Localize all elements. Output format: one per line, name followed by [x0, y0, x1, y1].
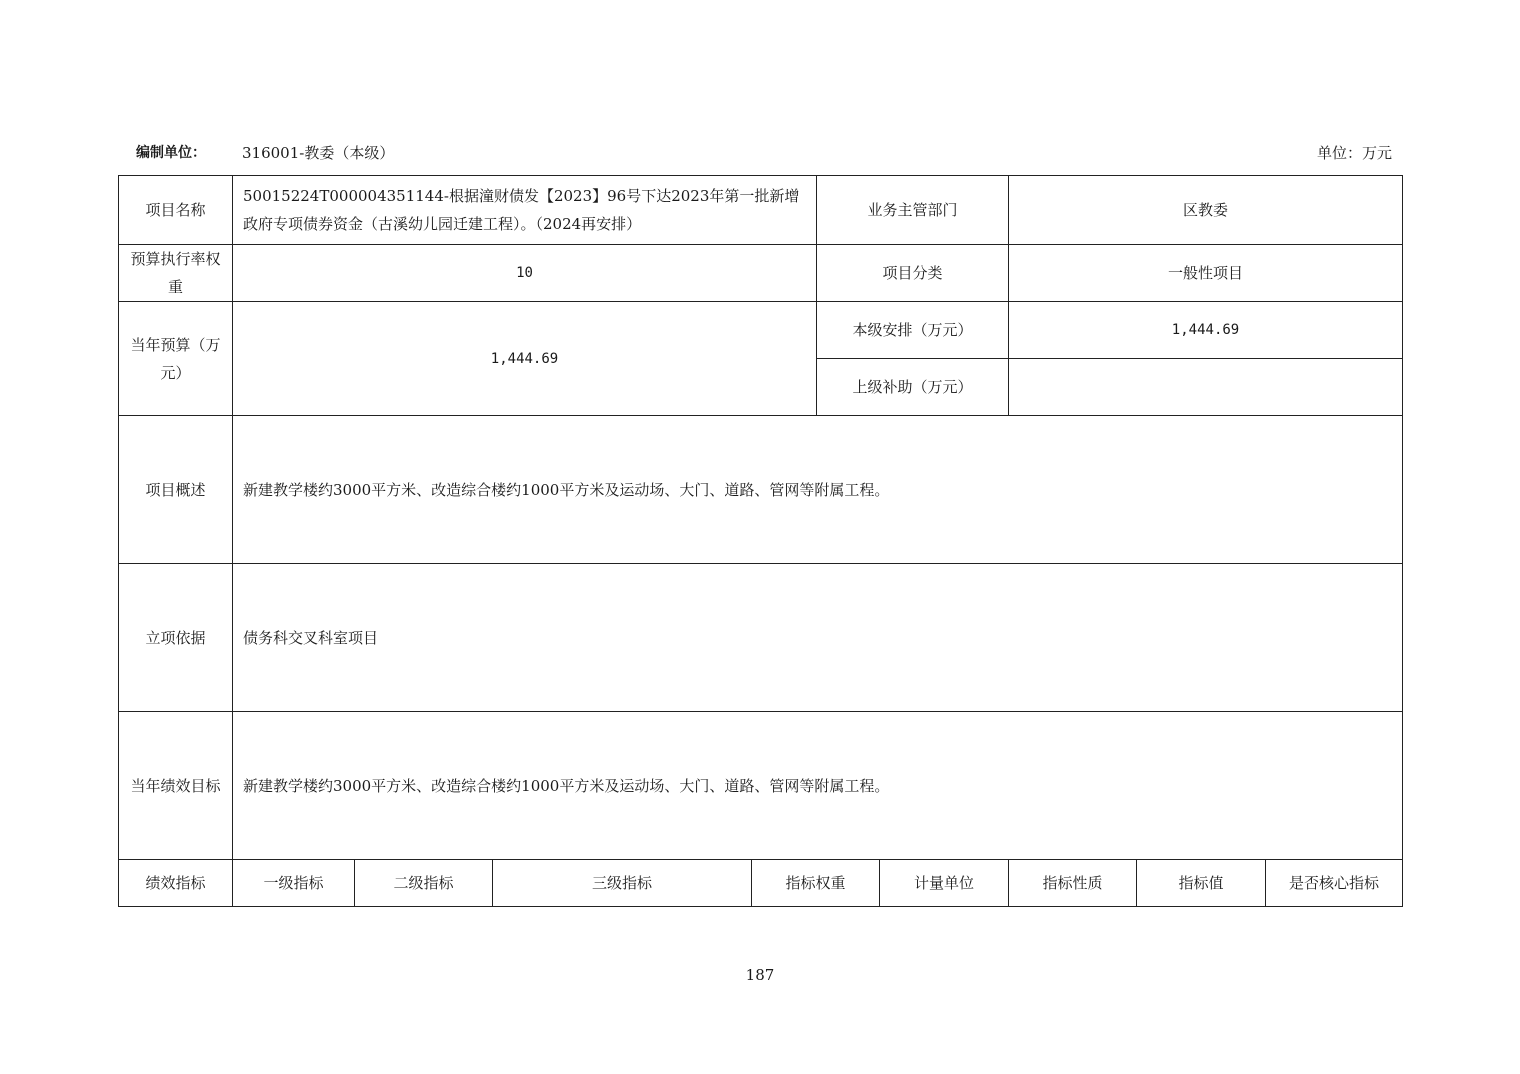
overview-value: 新建教学楼约3000平方米、改造综合楼约1000平方米及运动场、大门、道路、管网等附属工程。 [233, 416, 1403, 564]
compiling-unit-value: 316001-教委（本级） [242, 144, 395, 162]
page-number: 187 [745, 966, 775, 984]
project-performance-table [118, 175, 1403, 907]
basis-value: 债务科交叉科室项目 [233, 564, 1403, 712]
category-label: 项目分类 [817, 245, 1009, 302]
project-name-label: 项目名称 [119, 176, 233, 245]
superior-subsidy-label: 上级补助（万元） [817, 359, 1009, 416]
overview-label: 项目概述 [119, 416, 233, 564]
currency-unit: 单位：万元 [1316, 144, 1392, 162]
local-allocation-value: 1,444.69 [1009, 302, 1403, 359]
indicator-col-level2: 二级指标 [355, 860, 493, 907]
dept-value: 区教委 [1009, 176, 1403, 245]
indicator-col-level1: 一级指标 [233, 860, 355, 907]
budget-label: 当年预算（万元） [119, 302, 233, 416]
row-budget-local [119, 302, 1403, 359]
local-allocation-label: 本级安排（万元） [817, 302, 1009, 359]
row-project-name [119, 176, 1403, 245]
indicator-col-level3: 三级指标 [493, 860, 752, 907]
superior-subsidy-value [1009, 359, 1403, 416]
compiling-unit-label: 编制单位： [136, 145, 206, 161]
indicator-col-unit: 计量单位 [880, 860, 1009, 907]
indicator-col-value: 指标值 [1137, 860, 1266, 907]
category-value: 一般性项目 [1009, 245, 1403, 302]
exec-rate-value: 10 [233, 245, 817, 302]
indicator-col-core: 是否核心指标 [1266, 860, 1403, 907]
header-row [136, 140, 1392, 164]
dept-label: 业务主管部门 [817, 176, 1009, 245]
exec-rate-label: 预算执行率权重 [119, 245, 233, 302]
row-basis [119, 564, 1403, 712]
budget-value: 1,444.69 [233, 302, 817, 416]
basis-label: 立项依据 [119, 564, 233, 712]
row-overview [119, 416, 1403, 564]
goal-label: 当年绩效目标 [119, 712, 233, 860]
row-exec-rate [119, 245, 1403, 302]
goal-value: 新建教学楼约3000平方米、改造综合楼约1000平方米及运动场、大门、道路、管网等附属工程。 [233, 712, 1403, 860]
row-indicator-header [119, 860, 1403, 907]
project-name-value: 50015224T000004351144-根据潼财债发【2023】96号下达2023年第一批新增政府专项债券资金（古溪幼儿园迁建工程）。（2024再安排） [233, 176, 817, 245]
indicator-col-weight: 指标权重 [752, 860, 880, 907]
indicator-col-nature: 指标性质 [1009, 860, 1137, 907]
indicator-row-label: 绩效指标 [119, 860, 233, 907]
row-goal [119, 712, 1403, 860]
